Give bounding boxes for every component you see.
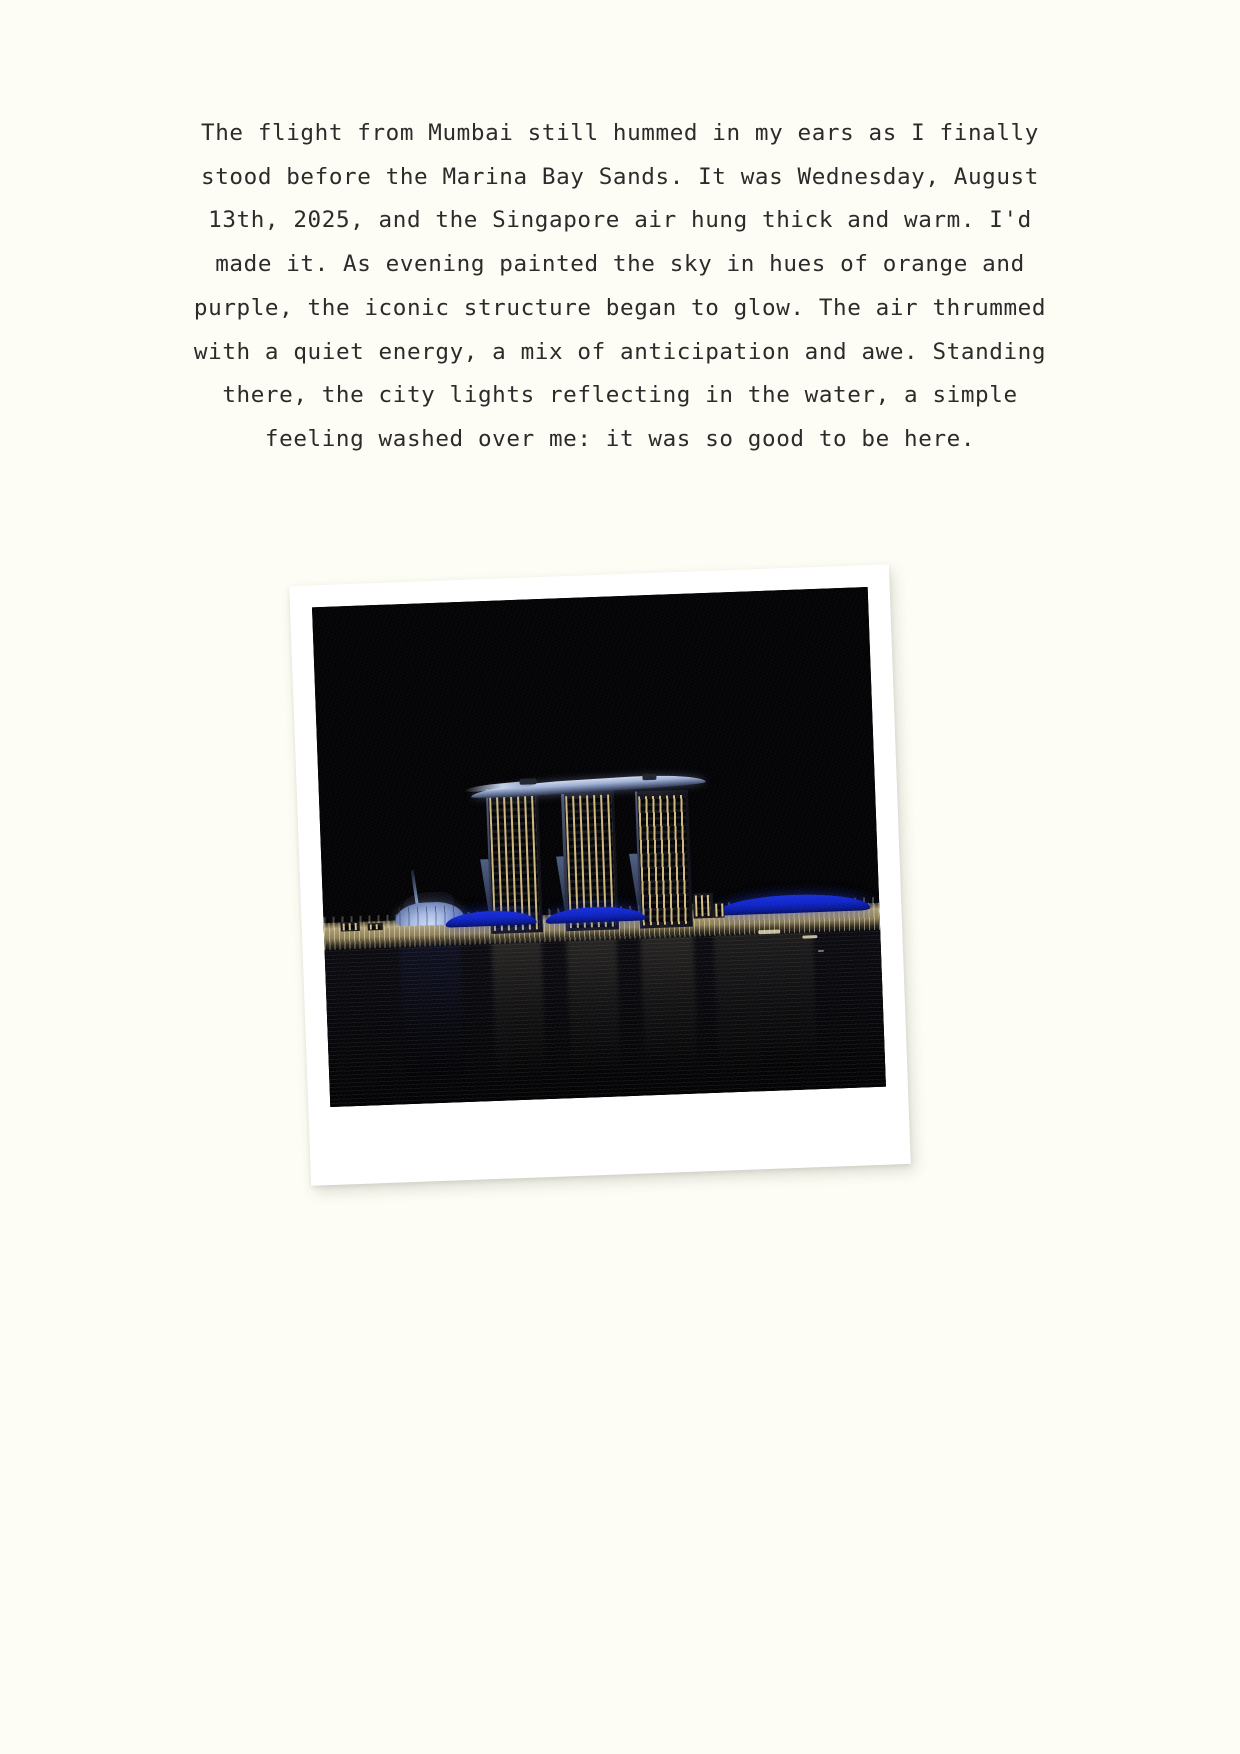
polaroid-frame <box>289 564 911 1186</box>
polaroid-photo-wrapper <box>300 575 900 1175</box>
water-reflection-tower-2 <box>566 936 621 1088</box>
skypark-rooftop-pod-right <box>642 774 657 780</box>
water-reflection-lotus <box>399 942 466 1094</box>
moored-boat-2 <box>803 935 818 939</box>
water-reflection-tower-3 <box>640 934 698 1086</box>
story-paragraph: The flight from Mumbai still hummed in my ears as I finally stood before the Marina Bay Sands. It was Wednesday, August 13th, 2025, and the Singapore air hung thick and warm. I'd made it. As evening painted the sky in hues of orange and purple, the iconic structure began to glow. The air thrummed with a quiet energy, a mix of anticipation and awe. Standing there, the city lights reflecting in the water, a simple feeling washed over me: it was so good to be here. <box>193 120 1047 452</box>
waterfront-building-3 <box>340 922 359 932</box>
waterfront-building-2 <box>713 902 725 917</box>
water-reflection-promenade <box>713 929 819 1083</box>
mbs-tower-3 <box>635 790 693 929</box>
moored-boat-3 <box>817 949 823 952</box>
skypark-rooftop-pod-left <box>520 778 537 784</box>
water-reflection-tower-1 <box>491 939 546 1091</box>
waterfront-building-4 <box>368 923 383 931</box>
photo-marina-bay-sands <box>312 587 886 1107</box>
waterfront-building-1 <box>692 893 713 919</box>
